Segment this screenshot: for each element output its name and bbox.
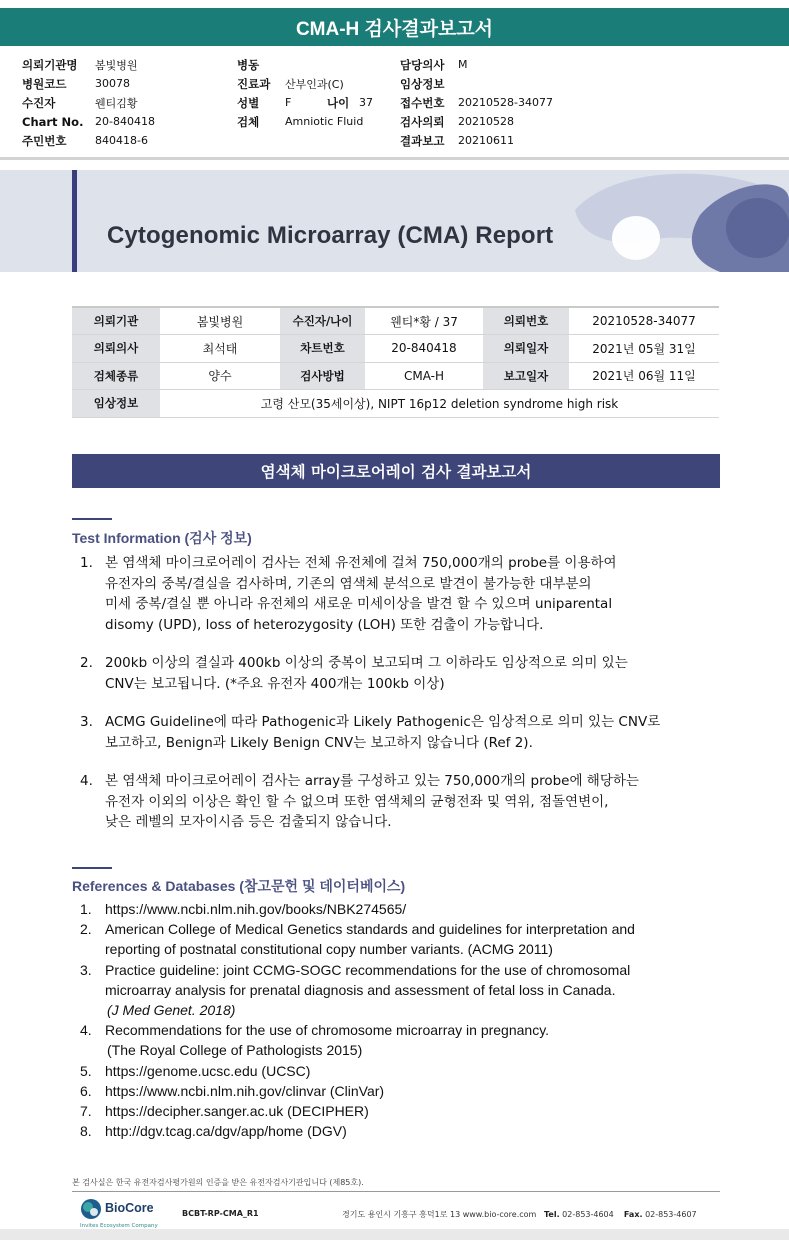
item-number: 7. xyxy=(80,1103,92,1120)
info-value: M xyxy=(458,58,468,71)
address-text: 경기도 용인시 기흥구 흥덕1로 13 www.bio-core.com xyxy=(342,1210,537,1219)
text-line: (The Royal College of Pathologists 2015) xyxy=(107,1042,363,1059)
fax-label: Fax. xyxy=(623,1210,643,1219)
item-text xyxy=(105,1121,720,1141)
list-item xyxy=(80,1121,720,1141)
table-header-cell: 검체종류 xyxy=(72,362,160,390)
text-line: http://dgv.tcag.ca/dgv/app/home (DGV) xyxy=(105,1123,347,1140)
text-line: 미세 중복/결실 뿐 아니라 유전체의 새로운 미세이상을 발견 할 수 있으며 uniparental xyxy=(105,596,613,612)
item-number: 2. xyxy=(80,655,93,671)
item-text xyxy=(105,1061,720,1081)
fax-number: 02-853-4607 xyxy=(645,1210,697,1219)
table-cell: 최석태 xyxy=(160,335,280,363)
table-header-cell: 의뢰기관 xyxy=(72,307,160,335)
item-text xyxy=(105,771,720,833)
info-label: 결과보고 xyxy=(400,133,445,148)
info-value: 20-840418 xyxy=(95,115,155,128)
text-line: 200kb 이상의 결실과 400kb 이상의 중복이 보고되며 그 이하라도 임상적으로 의미 있는 xyxy=(105,655,628,671)
list-item xyxy=(80,653,720,694)
text-line: reporting of postnatal constitutional copy number variants. (ACMG 2011) xyxy=(105,941,553,958)
info-value: 20210528-34077 xyxy=(458,96,553,109)
item-number: 6. xyxy=(80,1082,92,1099)
info-value: 산부인과(C) xyxy=(285,77,344,91)
item-text xyxy=(105,899,720,919)
list-item xyxy=(80,919,720,959)
report-banner xyxy=(0,170,789,272)
test-info-list xyxy=(80,553,720,851)
table-row xyxy=(72,390,719,418)
info-row xyxy=(237,55,373,74)
list-item xyxy=(80,1061,720,1081)
table-row xyxy=(72,362,719,390)
info-column-3 xyxy=(400,55,553,150)
certification-note: 본 검사실은 한국 유전자검사평가원의 인증을 받은 유전자검사기관입니다 (제85호). xyxy=(72,1178,364,1187)
tel-number: 02-853-4604 xyxy=(562,1210,614,1219)
biocore-logo-icon xyxy=(80,1198,102,1220)
report-header-title: CMA-H 검사결과보고서 xyxy=(0,8,789,46)
info-label: 수진자 xyxy=(22,95,56,110)
test-info-underline xyxy=(72,518,112,520)
text-line: https://www.ncbi.nlm.nih.gov/clinvar (ClinVar) xyxy=(105,1082,385,1099)
info-row xyxy=(400,131,553,150)
item-text xyxy=(105,553,720,635)
list-item xyxy=(80,960,720,1021)
table-row xyxy=(72,335,719,363)
list-item xyxy=(80,899,720,919)
info-row xyxy=(400,112,553,131)
references-underline xyxy=(72,867,112,869)
info-value: 840418-6 xyxy=(95,134,148,147)
item-text xyxy=(105,1081,720,1101)
item-number: 4. xyxy=(80,1022,92,1039)
info-label: 주민번호 xyxy=(22,133,67,148)
text-line: disomy (UPD), loss of heterozygosity (LOH) 또한 검출이 가능합니다. xyxy=(105,616,544,633)
info-value: F xyxy=(285,96,292,109)
journal-citation: (J Med Genet. 2018) xyxy=(107,1002,236,1019)
banner-molecule-decoration xyxy=(0,170,789,272)
biocore-logo xyxy=(80,1196,180,1232)
item-number: 8. xyxy=(80,1123,92,1140)
test-info-title: Test Information (검사 정보) xyxy=(72,530,252,546)
age-value: 37 xyxy=(359,96,373,109)
text-line: Practice guideline: joint CCMG-SOGC recommendations for the use of chromosomal xyxy=(105,961,631,978)
text-line: CNV는 보고됩니다. (*주요 유전자 400개는 100kb 이상) xyxy=(105,675,445,692)
item-text xyxy=(105,960,720,1021)
company-address xyxy=(342,1209,697,1220)
text-line: 본 염색체 마이크로어레이 검사는 전체 유전체에 걸쳐 750,000개의 probe를 이용하여 xyxy=(105,555,617,571)
table-header-cell: 차트번호 xyxy=(280,335,365,363)
banner-accent-stripe xyxy=(72,170,77,272)
info-label: Chart No. xyxy=(22,114,84,129)
text-line: microarray analysis for prenatal diagnosis and assessment of fetal loss in Canada. xyxy=(105,981,616,998)
info-label: 성별 xyxy=(237,95,260,110)
text-line: Recommendations for the use of chromosome microarray in pregnancy. xyxy=(105,1022,550,1039)
info-row xyxy=(22,112,155,131)
age-label: 나이 xyxy=(327,95,350,110)
text-line: 본 염색체 마이크로어레이 검사는 array를 구성하고 있는 750,000개의 probe에 해당하는 xyxy=(105,773,639,789)
info-row xyxy=(237,74,373,93)
report-title: Cytogenomic Microarray (CMA) Report xyxy=(107,222,554,249)
info-row xyxy=(237,112,373,131)
item-number: 2. xyxy=(80,921,92,938)
list-item xyxy=(80,553,720,635)
item-number: 3. xyxy=(80,714,93,730)
text-line: 유전자의 중복/결실을 검사하며, 기존의 염색체 분석으로 발견이 불가능한 대부분의 xyxy=(105,575,592,592)
item-number: 5. xyxy=(80,1062,92,1079)
text-line: 유전자 이외의 이상은 확인 할 수 없으며 또한 염색체의 균형전좌 및 역위, 점돌연변이, xyxy=(105,793,609,810)
logo-tagline: Invites Ecosystem Company xyxy=(80,1223,158,1229)
table-cell: 2021년 06월 11일 xyxy=(569,362,719,390)
table-cell: 봄빛병원 xyxy=(160,307,280,335)
table-cell: 양수 xyxy=(160,362,280,390)
info-label: 병원코드 xyxy=(22,76,67,91)
text-line: ACMG Guideline에 따라 Pathogenic과 Likely Pathogenic은 임상적으로 의미 있는 CNV로 xyxy=(105,714,661,730)
info-label: 병동 xyxy=(237,57,260,72)
info-row xyxy=(400,55,553,74)
info-row xyxy=(22,93,155,112)
clinical-info-cell: 고령 산모(35세이상), NIPT 16p12 deletion syndrome high risk xyxy=(160,390,719,418)
info-column-1 xyxy=(22,55,155,150)
info-value: 봄빛병원 xyxy=(95,58,138,72)
table-header-cell: 의뢰번호 xyxy=(483,307,569,335)
info-row xyxy=(400,74,553,93)
table-header-cell: 의뢰의사 xyxy=(72,335,160,363)
item-text xyxy=(105,653,720,694)
info-label: 임상정보 xyxy=(400,76,445,91)
list-item xyxy=(80,1020,720,1060)
page-bottom-band xyxy=(0,1229,789,1240)
patient-info-table xyxy=(72,306,719,418)
info-value: 20210611 xyxy=(458,134,514,147)
item-number: 1. xyxy=(80,555,93,571)
table-header-cell: 임상정보 xyxy=(72,390,160,418)
info-row xyxy=(22,74,155,93)
item-number: 3. xyxy=(80,961,92,978)
table-header-cell: 수진자/나이 xyxy=(280,307,365,335)
item-text xyxy=(105,1020,720,1060)
item-number: 4. xyxy=(80,773,93,789)
result-section-title: 염색체 마이크로어레이 검사 결과보고서 xyxy=(72,454,720,488)
list-item xyxy=(80,712,720,753)
item-text xyxy=(105,919,720,959)
item-text xyxy=(105,1101,720,1121)
info-label: 진료과 xyxy=(237,76,271,91)
item-number: 1. xyxy=(80,901,92,917)
info-label: 검체 xyxy=(237,114,260,129)
table-header-cell: 보고일자 xyxy=(483,362,569,390)
info-label: 의뢰기관명 xyxy=(22,57,78,72)
tel-label: Tel. xyxy=(544,1210,560,1219)
info-row xyxy=(237,93,373,112)
text-line: 낮은 레벨의 모자이시즘 등은 검출되지 않습니다. xyxy=(105,814,392,830)
info-value: Amniotic Fluid xyxy=(285,115,364,128)
info-label: 접수번호 xyxy=(400,95,445,110)
header-divider xyxy=(0,157,789,160)
info-label: 검사의뢰 xyxy=(400,114,445,129)
table-row xyxy=(72,307,719,335)
text-line: American College of Medical Genetics standards and guidelines for interpretation and xyxy=(105,921,635,938)
footer-divider xyxy=(72,1191,720,1192)
table-cell: 20-840418 xyxy=(365,335,483,363)
info-row xyxy=(22,55,155,74)
table-header-cell: 검사방법 xyxy=(280,362,365,390)
text-line: https://www.ncbi.nlm.nih.gov/books/NBK274565/ xyxy=(105,901,407,917)
info-row xyxy=(22,131,155,150)
info-value: 웬티김황 xyxy=(95,96,138,110)
table-cell: 웬티*황 / 37 xyxy=(365,307,483,335)
text-line: 보고하고, Benign과 Likely Benign CNV는 보고하지 않습니다 (Ref 2). xyxy=(105,734,533,751)
table-header-cell: 의뢰일자 xyxy=(483,335,569,363)
info-row xyxy=(400,93,553,112)
text-line: https://genome.ucsc.edu (UCSC) xyxy=(105,1062,311,1079)
info-value: 20210528 xyxy=(458,115,514,128)
list-item xyxy=(80,771,720,833)
text-line: https://decipher.sanger.ac.uk (DECIPHER) xyxy=(105,1103,369,1120)
references-list xyxy=(80,899,720,1141)
references-title: References & Databases (참고문헌 및 데이터베이스) xyxy=(72,878,406,894)
item-text xyxy=(105,712,720,753)
list-item xyxy=(80,1081,720,1101)
table-cell: 20210528-34077 xyxy=(569,307,719,335)
document-code: BCBT-RP-CMA_R1 xyxy=(182,1209,259,1218)
info-column-2 xyxy=(237,55,373,131)
list-item xyxy=(80,1101,720,1121)
logo-name: BioCore xyxy=(105,1201,154,1215)
info-label: 담당의사 xyxy=(400,57,445,72)
table-cell: 2021년 05월 31일 xyxy=(569,335,719,363)
info-value: 30078 xyxy=(95,77,130,90)
table-cell: CMA-H xyxy=(365,362,483,390)
